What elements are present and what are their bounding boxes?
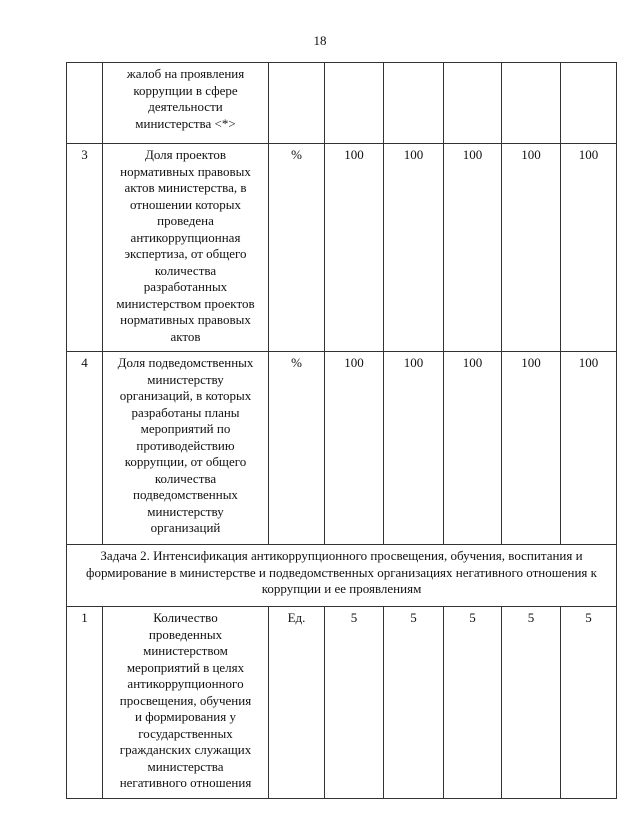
value-cell: 5 [325, 607, 384, 799]
value-cell: 5 [561, 607, 617, 799]
unit-cell: % [269, 352, 325, 545]
page-number: 18 [313, 33, 327, 48]
task-row [67, 545, 617, 607]
table-row [67, 607, 617, 799]
value-cell [384, 63, 444, 144]
value-cell: 100 [561, 352, 617, 545]
value-cell: 100 [325, 352, 384, 545]
value-cell [561, 63, 617, 144]
table-row [67, 352, 617, 545]
unit-cell: Ед. [269, 607, 325, 799]
value-cell [502, 63, 561, 144]
value-cell: 100 [502, 352, 561, 545]
value-cell: 100 [561, 144, 617, 352]
value-cell [325, 63, 384, 144]
unit-cell: % [269, 144, 325, 352]
unit-cell [269, 63, 325, 144]
table-row [67, 144, 617, 352]
value-cell: 5 [444, 607, 502, 799]
row-number: 1 [67, 607, 103, 799]
row-number: 3 [67, 144, 103, 352]
value-cell: 100 [444, 352, 502, 545]
value-cell: 100 [502, 144, 561, 352]
value-cell: 5 [384, 607, 444, 799]
value-cell [444, 63, 502, 144]
value-cell: 100 [325, 144, 384, 352]
indicator-description: жалоб на проявления коррупции в сфере деятельности министерства <*> [103, 63, 269, 144]
value-cell: 5 [502, 607, 561, 799]
value-cell: 100 [444, 144, 502, 352]
task-heading: Задача 2. Интенсификация антикоррупционного просвещения, обучения, воспитания и формирование в министерстве и подведомственных организациях негативного отношения к коррупции и ее проявлениям [67, 545, 617, 607]
row-number: 4 [67, 352, 103, 545]
table-row [67, 63, 617, 144]
indicator-description: Доля проектов нормативных правовых актов министерства, в отношении которых проведена антикоррупционная экспертиза, от общего количества разработанных министерством проектов нормативных правовых актов [103, 144, 269, 352]
value-cell: 100 [384, 144, 444, 352]
row-number [67, 63, 103, 144]
value-cell: 100 [384, 352, 444, 545]
indicator-description: Количество проведенных министерством мероприятий в целях антикоррупционного просвещения, обучения и формирования у государственных гражданских служащих министерства негативного отношения [103, 607, 269, 799]
indicator-description: Доля подведомственных министерству организаций, в которых разработаны планы мероприятий по противодействию коррупции, от общего количества подведомственных министерству организаций [103, 352, 269, 545]
indicators-table [66, 62, 617, 799]
